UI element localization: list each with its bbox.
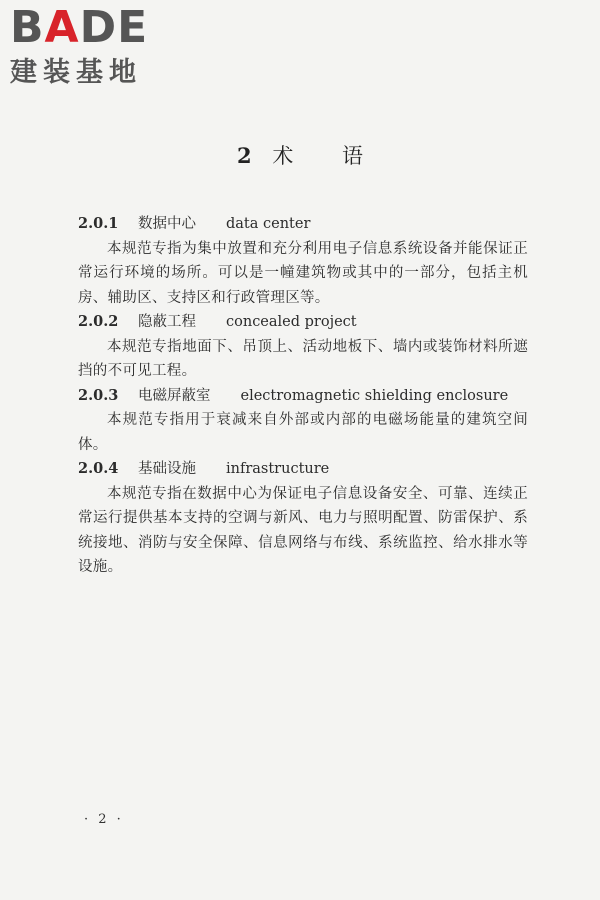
page-number: · 2 ·: [84, 812, 124, 827]
logo: [10, 2, 180, 90]
term-definition: 本规范专指为集中放置和充分利用电子信息系统设备并能保证正常运行环境的场所。可以是一幢建筑物或其中的一部分，包括主机房、辅助区、支持区和行政管理区等。: [78, 240, 528, 306]
term-chinese: 电磁屏蔽室: [138, 387, 211, 404]
term-heading: [78, 310, 528, 335]
term-english: concealed project: [226, 314, 357, 330]
term-heading: [78, 457, 528, 482]
term-heading: [78, 212, 528, 237]
chapter-number: 2: [237, 143, 252, 168]
term-entry: [78, 310, 528, 384]
term-entry: [78, 212, 528, 310]
term-definition: 本规范专指用于衰减来自外部或内部的电磁场能量的建筑空间体。: [78, 412, 528, 453]
logo-subtitle: 建装基地: [10, 57, 142, 88]
term-number: 2.0.1: [78, 215, 119, 232]
term-chinese: 基础设施: [138, 461, 196, 477]
term-english: data center: [226, 216, 311, 232]
term-english: electromagnetic shielding enclosure: [240, 387, 509, 404]
chapter-title-char-2: 语: [342, 144, 363, 168]
term-entry: [78, 384, 528, 458]
chapter-title: [0, 140, 600, 170]
terms-section: [78, 212, 528, 580]
term-chinese: 数据中心: [138, 216, 196, 232]
term-definition: 本规范专指地面下、吊顶上、活动地板下、墙内或装饰材料所遮挡的不可见工程。: [78, 338, 528, 379]
term-heading: [78, 384, 528, 409]
term-definition: 本规范专指在数据中心为保证电子信息设备安全、可靠、连续正常运行提供基本支持的空调与新风、电力与照明配置、防雷保护、系统接地、消防与安全保障、信息网络与布线、系统监控、给水排水等设施。: [78, 485, 528, 575]
term-number: 2.0.4: [78, 460, 119, 477]
term-number: 2.0.2: [78, 313, 119, 330]
term-number: 2.0.3: [78, 386, 119, 404]
chapter-title-char-1: 术: [272, 144, 294, 168]
logo-brand: BADE: [10, 2, 149, 53]
term-entry: [78, 457, 528, 580]
term-chinese: 隐蔽工程: [138, 314, 196, 330]
term-english: infrastructure: [226, 461, 330, 477]
